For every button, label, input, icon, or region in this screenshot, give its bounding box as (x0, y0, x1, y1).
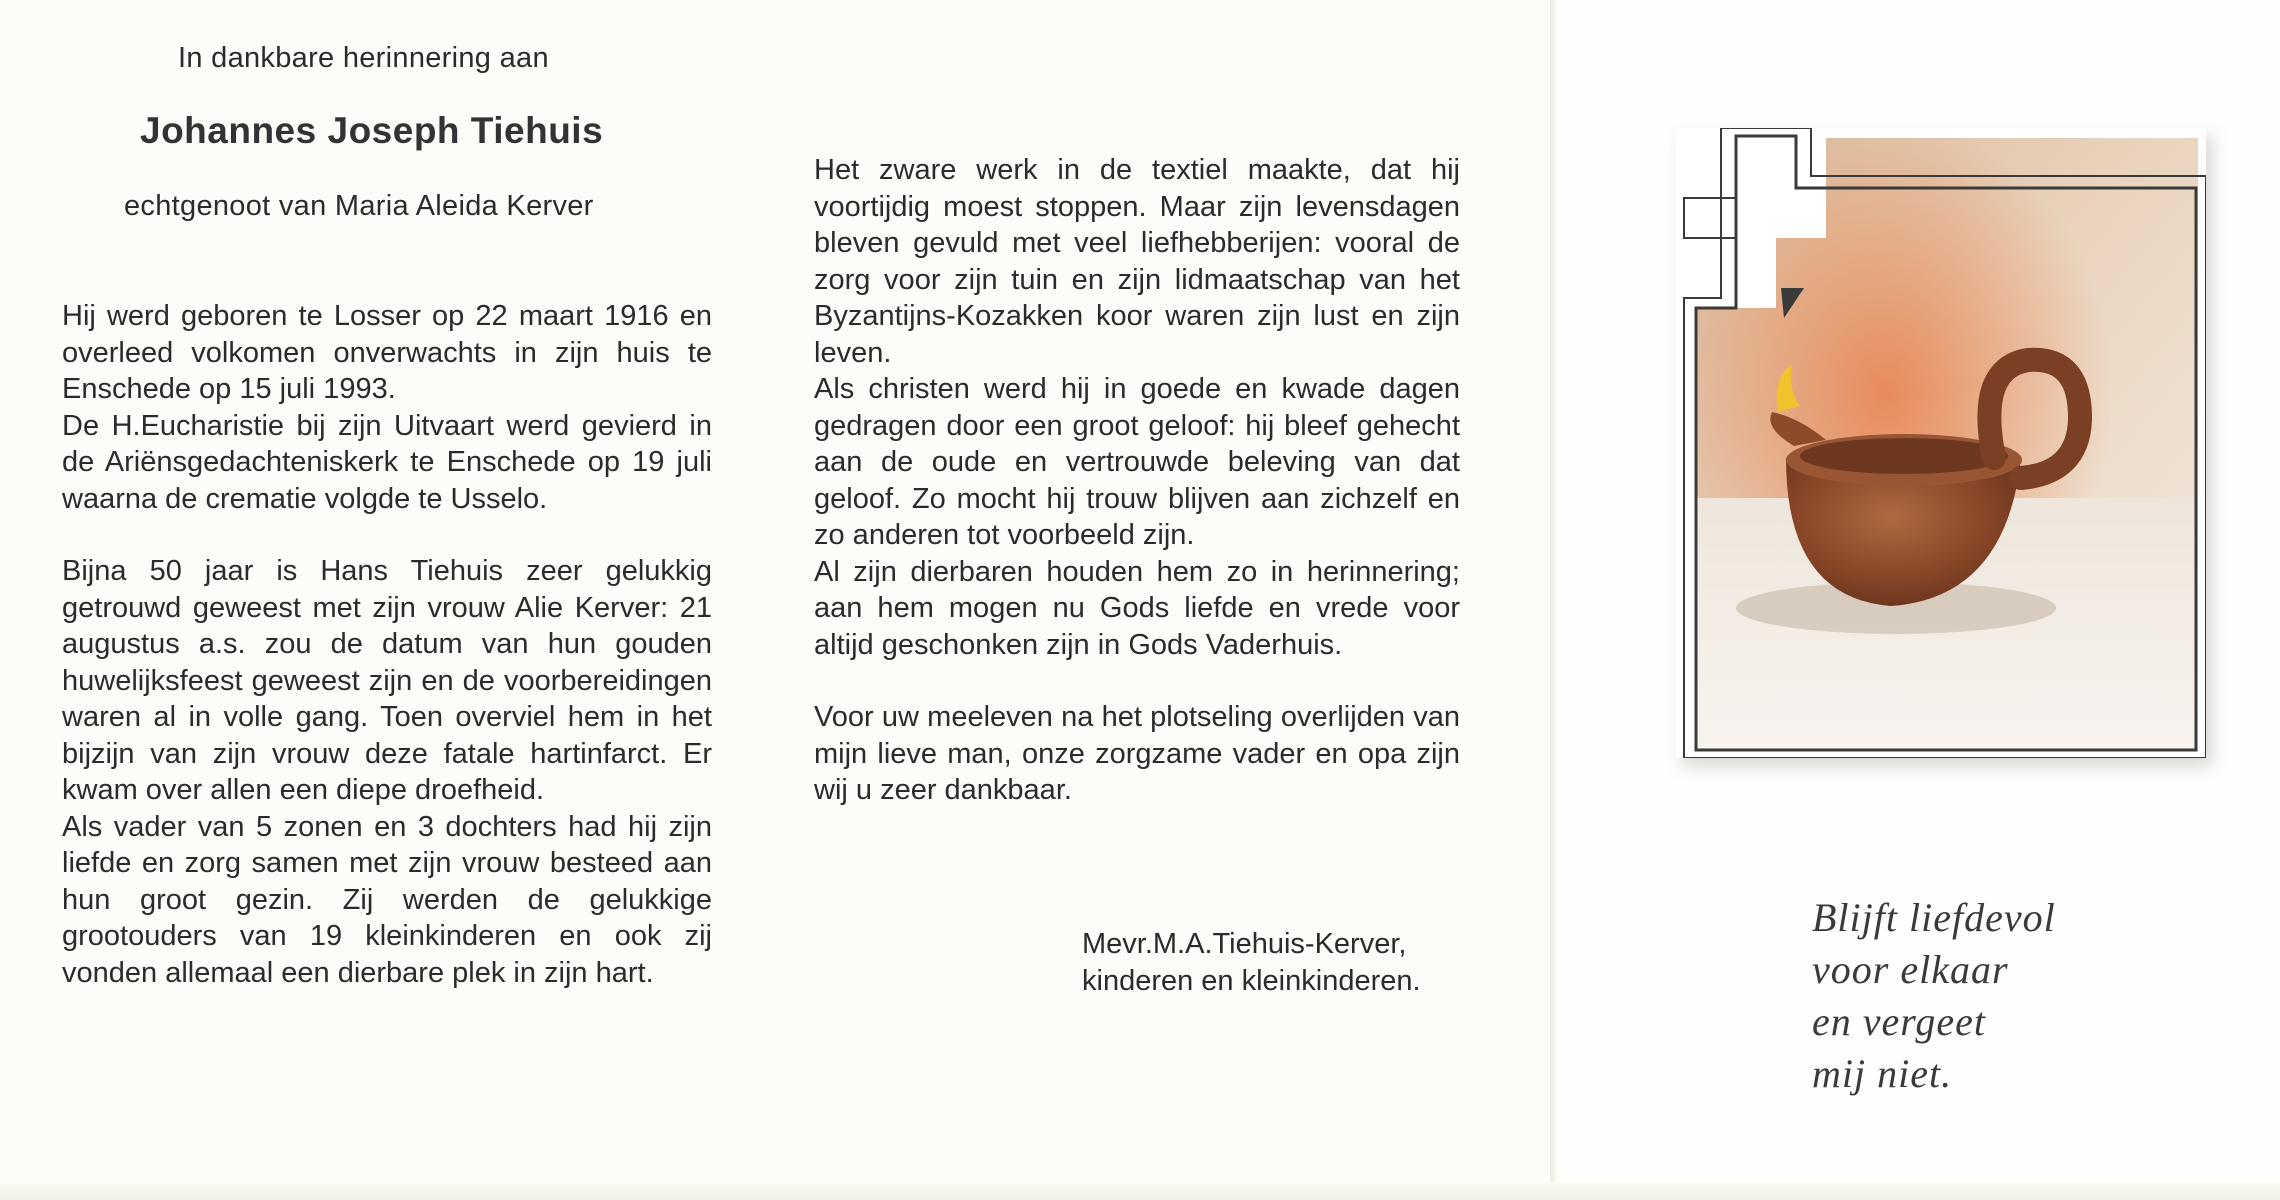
signature-family: kinderen en kleinkinderen. (1082, 965, 1421, 997)
intro-text: In dankbare herinnering aan (178, 42, 549, 74)
paragraph-faith: Als christen werd hij in goede en kwade dagen gedragen door een groot geloof: hij bleef gehecht aan de oude en vertrouwde beleving van dat geloof. Zo mocht hij trouw blijven aan zichzelf en zo anderen tot voorbeeld zijn. (814, 373, 1460, 551)
verse-line-2: voor elkaar (1812, 947, 2009, 992)
signature-name: Mevr.M.A.Tiehuis-Kerver, (1082, 928, 1407, 960)
paragraph-funeral: De H.Eucharistie bij zijn Uitvaart werd gevierd in de Ariënsgedachteniskerk te Enschede op 19 juli waarna de crematie volgde te Usselo. (62, 409, 712, 515)
closing-verse (1812, 892, 2056, 1100)
paragraph-family: Als vader van 5 zonen en 3 dochters had hij zijn liefde en zorg samen met zijn vrouw besteed aan hun groot gezin. Zij werden de gelukkige grootouders van 19 kleinkinderen en ook zij vonden allemaal een dierbare plek in zijn hart. (62, 810, 712, 989)
paragraph-remembrance: Al zijn dierbaren houden hem zo in herinnering; aan hem mogen nu Gods liefde en vrede voor altijd geschonken zijn in Gods Vaderhuis. (814, 555, 1460, 661)
biography-left-column (62, 298, 712, 991)
verse-line-3: en vergeet (1812, 999, 1986, 1044)
paragraph-thanks: Voor uw meeleven na het plotseling overlijden van mijn lieve man, onze zorgzame vader en opa zijn wij u zeer dankbaar. (814, 701, 1460, 806)
paragraph-birth-death: Hij werd geboren te Losser op 22 maart 1916 en overleed volkomen onverwachts in zijn huis te Enschede op 15 juli 1993. (62, 300, 712, 405)
oil-lamp-photo (1676, 128, 2206, 758)
signature-block (1082, 926, 1421, 1000)
paragraph-marriage: Bijna 50 jaar is Hans Tiehuis zeer gelukkig getrouwd geweest met zijn vrouw Alie Kerver: 21 augustus a.s. zou de datum van hun gouden huwelijksfeest geweest zijn en de voorbereidingen waren al in volle gang. Toen overviel hem in het bijzijn van zijn vrouw deze fatale hartinfarct. Er kwam over allen een diepe droefheid. (62, 555, 712, 806)
verse-line-4: mij niet. (1812, 1051, 1953, 1096)
biography-middle-column (814, 152, 1460, 809)
cross-frame-icon (1676, 128, 2206, 758)
deceased-name: Johannes Joseph Tiehuis (140, 110, 604, 151)
paragraph-work-hobbies: Het zware werk in de textiel maakte, dat hij voortijdig moest stoppen. Maar zijn levensdagen bleven gevuld met veel liefhebberijen: vooral de zorg voor zijn tuin en zijn lidmaatschap van het Byzantijns-Kozakken koor waren zijn lust en zijn leven. (814, 154, 1460, 369)
card-bottom-edge (0, 1182, 2280, 1200)
verse-line-1: Blijft liefdevol (1812, 895, 2056, 940)
spouse-line: echtgenoot van Maria Aleida Kerver (124, 190, 594, 222)
